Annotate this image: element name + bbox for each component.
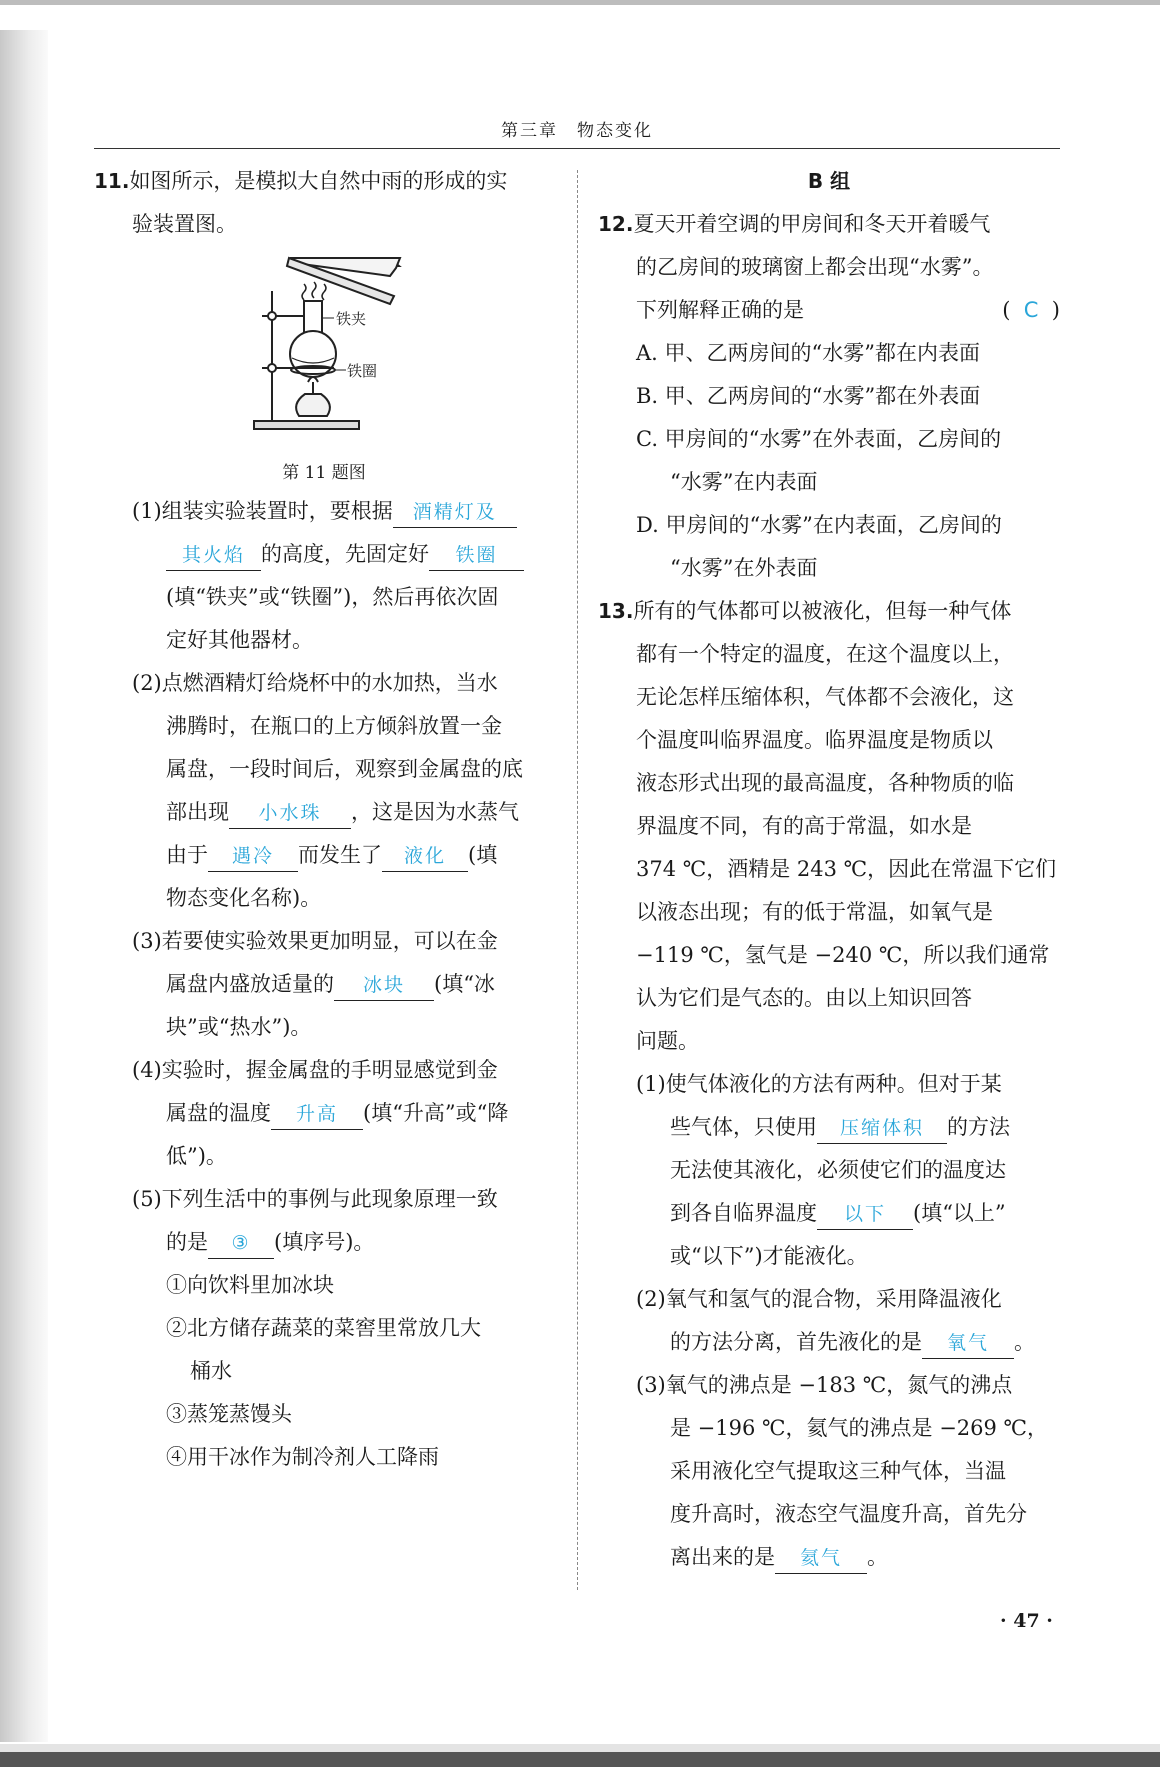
q13-p1-line4: 到各自临界温度 以下 (填“以上” bbox=[598, 1192, 1060, 1235]
q13-p3-line5: 离出来的是 氦气 。 bbox=[598, 1536, 1060, 1579]
q11-number: 11. bbox=[94, 169, 130, 193]
q13-number: 13. bbox=[598, 599, 634, 623]
q11-p1-line2: 其火焰 的高度，先固定好 铁圈 bbox=[94, 533, 554, 576]
option-a: A. 甲、乙两房间的“水雾”都在内表面 bbox=[636, 341, 980, 365]
answer-blank: 以下 bbox=[817, 1199, 913, 1230]
answer-blank: 其火焰 bbox=[166, 540, 261, 571]
answer-blank: 冰块 bbox=[334, 970, 434, 1001]
answer-blank: 小水珠 bbox=[229, 798, 351, 829]
label-clamp: 铁夹 bbox=[336, 310, 367, 328]
option-3: ③蒸笼蒸馒头 bbox=[166, 1402, 292, 1426]
option-c: C. 甲房间的“水雾”在外表面，乙房间的 bbox=[636, 427, 1002, 451]
q13-stem: 13.所有的气体都可以被液化，但每一种气体 bbox=[598, 599, 1012, 623]
answer-blank: 压缩体积 bbox=[817, 1113, 947, 1144]
option-b: B. 甲、乙两房间的“水雾”都在外表面 bbox=[636, 384, 981, 408]
q12-number: 12. bbox=[598, 212, 634, 236]
option-4: ④用干冰作为制冷剂人工降雨 bbox=[166, 1445, 439, 1469]
q11-p3-line2: 属盘内盛放适量的 冰块 (填“冰 bbox=[94, 963, 554, 1006]
page-shadow bbox=[0, 30, 48, 1742]
group-heading: B 组 bbox=[807, 169, 851, 193]
choice-answer: ( C ) bbox=[1002, 298, 1060, 322]
figure-caption: 第 11 题图 bbox=[282, 463, 366, 483]
answer-blank: 酒精灯及 bbox=[393, 497, 517, 528]
q11-p2-line4: 部出现 小水珠 ，这是因为水蒸气 bbox=[94, 791, 554, 834]
q12-line3: 下列解释正确的是 ( C ) bbox=[598, 289, 1060, 332]
page-header bbox=[94, 112, 1060, 149]
option-d-cont: “水雾”在外表面 bbox=[670, 556, 818, 580]
top-edge bbox=[0, 0, 1160, 5]
answer-blank: 氧气 bbox=[922, 1328, 1014, 1359]
right-column: B 组 12.夏天开着空调的甲房间和冬天开着暖气 的乙房间的玻璃窗上都会出现“水雾”。 下列解释正确的是 ( C ) A. 甲、乙两房间的“水雾”都在内表面 B. 甲、乙两房间的“水雾”都在外表面 C. 甲房间的“水雾”在外表面，乙房间的 “水雾”在内表面 D. 甲房间的“水雾”在内表面，乙房间的 “水雾”在外表面 13.所有的气体都可以被液化，但每一种气体 都有一个特定的温度，在这个温度以上， 无论怎样压缩体积，气体都不会液化，这 个温度叫临界温度。临界温度是物质以 液态形式出现的最高温度，各种物质的临 界温度不同，有的高于常温，如水是 374 ℃，酒精是 243 ℃，因此在常温下它们 以液态出现；有的低于常温，如氧气是 −119 ℃，氢气是 −240 ℃，所以我们通常 认为它们是气态的。由以上知识回答 问题。 (1)使气体液化的方法有两种。但对于某 些气体，只使用 压缩体积 的方法 无法使其液化，必须使它们的温度达 到各自临界温度 以下 (填“以上” 或“以下”)才能液化。 (2)氧气和氢气的混合物，采用降温液化 的方法分离，首先液化的是 氧气 。 (3)氧气的沸点是 −183 ℃，氮气的沸点 是 −196 ℃，氦气的沸点是 −269 ℃， 采用液化空气提取这三种气体，当温 度升高时，液态空气温度升高，首先分 离出来的是 氦气 。 bbox=[598, 160, 1060, 1579]
label-ring: 铁圈 bbox=[347, 362, 378, 380]
chapter-title: 第三章 物态变化 bbox=[501, 121, 653, 141]
apparatus-diagram bbox=[94, 246, 554, 456]
answer-blank: 液化 bbox=[382, 841, 468, 872]
experiment-figure bbox=[94, 246, 554, 456]
q11-stem: 11.如图所示，是模拟大自然中雨的形成的实 bbox=[94, 169, 508, 193]
answer-blank: 铁圈 bbox=[429, 540, 524, 571]
option-1: ①向饮料里加冰块 bbox=[166, 1273, 334, 1297]
option-2-cont: 桶水 bbox=[190, 1359, 232, 1383]
answer-letter: C bbox=[1023, 298, 1039, 322]
answer-blank: ③ bbox=[208, 1228, 274, 1259]
bottom-edge bbox=[0, 1752, 1160, 1767]
q13-p2-line2: 的方法分离，首先液化的是 氧气 。 bbox=[598, 1321, 1060, 1364]
left-column: 11.如图所示，是模拟大自然中雨的形成的实 验装置图。 铁夹 铁圈 第 11 题图 (1)组装实验装置时，要根据 酒精灯及 其火焰 的高度，先固定好 铁圈 (填“铁夹”或“铁圈”)，然后再依次固 定好其他器材。 (2)点燃酒精灯给烧杯中的水加热，当水 沸腾时，在瓶口的上方倾斜放置一金 属盘，一段时间后，观察到金属盘的底 部出现 小水珠 ，这是因为水蒸气 由于 遇冷 而发生了 液化 (填 物态变化名称)。 (3)若要使实验效果更加明显，可以在金 属盘内盛放适量的 冰块 (填“冰 块”或“热水”)。 (4)实验时，握金属盘的手明显感觉到金 属盘的温度 升高 (填“升高”或“降 低”)。 (5)下列生活中的事例与此现象原理一致 的是 ③ (填序号)。 ①向饮料里加冰块 ②北方储存蔬菜的菜窖里常放几大 桶水 ③蒸笼蒸馒头 ④用干冰作为制冷剂人工降雨 bbox=[94, 160, 554, 1479]
q13-p1-line2: 些气体，只使用 压缩体积 的方法 bbox=[598, 1106, 1060, 1149]
column-divider bbox=[577, 170, 578, 1590]
q11-p4-line2: 属盘的温度 升高 (填“升高”或“降 bbox=[94, 1092, 554, 1135]
answer-blank: 遇冷 bbox=[208, 841, 298, 872]
q11-p5-line2: 的是 ③ (填序号)。 bbox=[94, 1221, 554, 1264]
q11-p2-line5: 由于 遇冷 而发生了 液化 (填 bbox=[94, 834, 554, 877]
page-number: · 47 · bbox=[1000, 1610, 1053, 1632]
q12-stem: 12.夏天开着空调的甲房间和冬天开着暖气 bbox=[598, 212, 991, 236]
answer-blank: 升高 bbox=[271, 1099, 363, 1130]
q11-p1-line1: (1)组装实验装置时，要根据 酒精灯及 bbox=[94, 490, 554, 533]
answer-blank: 氦气 bbox=[775, 1543, 867, 1574]
option-d: D. 甲房间的“水雾”在内表面，乙房间的 bbox=[636, 513, 1002, 537]
bottom-edge-light bbox=[0, 1744, 1160, 1752]
option-2: ②北方储存蔬菜的菜窖里常放几大 bbox=[166, 1316, 481, 1340]
option-c-cont: “水雾”在内表面 bbox=[670, 470, 818, 494]
